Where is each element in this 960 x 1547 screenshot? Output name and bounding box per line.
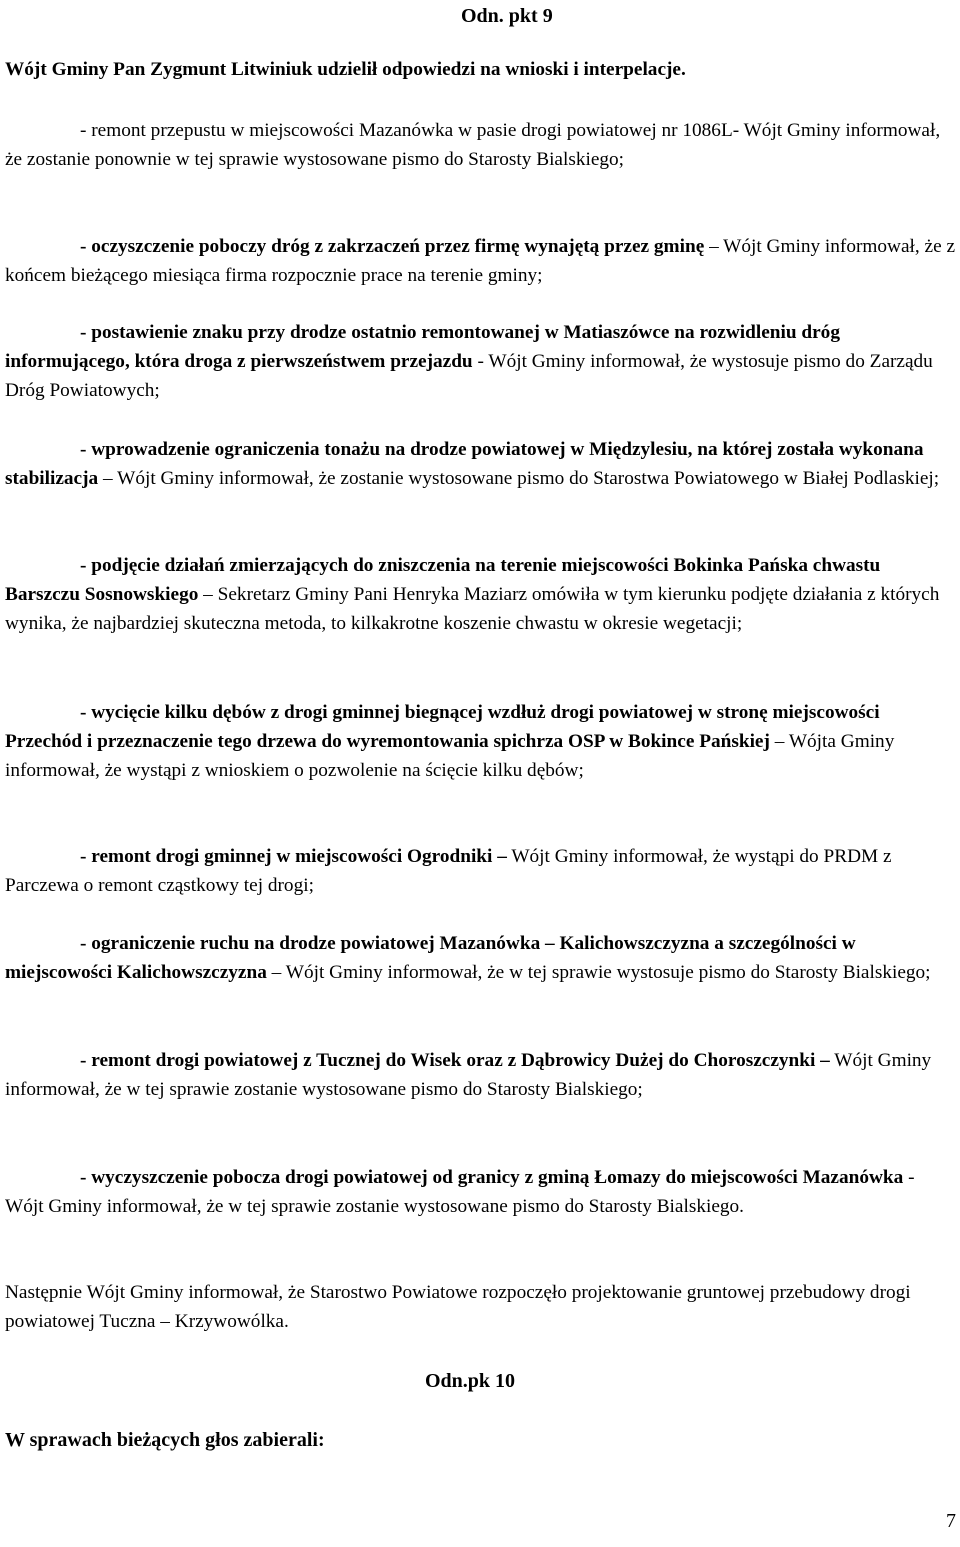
list-item bbox=[5, 842, 957, 900]
list-item bbox=[5, 1046, 957, 1104]
list-item bbox=[5, 435, 957, 493]
item-bold-text: - ograniczenie ruchu na drodze powiatowej Mazanówka – Kalichowszczyzna a szczególności w miejscowości Kalichowszczyzna bbox=[5, 933, 856, 983]
list-item bbox=[5, 698, 957, 785]
item-text: Wójt Gminy informował, że wystąpi do PRDM z Parczewa o remont cząstkowy tej drogi; bbox=[5, 846, 892, 896]
item-bold-text: - podjęcie działań zmierzających do zniszczenia na terenie miejscowości Bokinka Pańska chwastu Barszczu Sosnowskiego bbox=[5, 555, 881, 605]
item-text: – Wójt Gminy informował, że w tej sprawie wystosuje pismo do Starosty Bialskiego; bbox=[266, 962, 931, 983]
closing-paragraph: Następnie Wójt Gminy informował, że Starostwo Powiatowe rozpoczęło projektowanie gruntowej przebudowy drogi powiatowej Tuczna – Krzywowólka. bbox=[5, 1282, 911, 1332]
section-heading-pkt10: Odn.pk 10 bbox=[425, 1370, 516, 1392]
item-bold-text: - wycięcie kilku dębów z drogi gminnej biegnącej wzdłuż drogi powiatowej w stronę miejscowości Przechód i przeznaczenie tego drzewa do wyremontowania spichrza OSP w Bokince Pańskiej bbox=[5, 702, 880, 752]
item-text: – Wójt Gminy informował, że zostanie wystosowane pismo do Starostwa Powiatowego w Białej Podlaskiej; bbox=[98, 468, 940, 489]
item-text: – Sekretarz Gminy Pani Henryka Maziarz omówiła w tym kierunku podjęte działania z których wynika, że najbardziej skuteczna metoda, to kilkakrotne koszenie chwastu w okresie wegetacji; bbox=[5, 584, 940, 634]
list-item bbox=[5, 1163, 957, 1221]
item-bold-text: - remont drogi gminnej w miejscowości Ogrodniki – bbox=[80, 846, 507, 867]
speakers-heading: W sprawach bieżących głos zabierali: bbox=[5, 1429, 325, 1451]
list-item bbox=[5, 116, 957, 174]
item-text: – Wójta Gminy informował, że wystąpi z wnioskiem o pozwolenie na ścięcie kilku dębów; bbox=[5, 731, 895, 781]
item-bold-text: - oczyszczenie poboczy dróg z zakrzaczeń przez firmę wynajętą przez gminę bbox=[80, 236, 705, 257]
item-text: – Wójt Gminy informował, że z końcem bieżącego miesiąca firma rozpocznie prace na terenie gminy; bbox=[5, 236, 956, 286]
item-text: - Wójt Gminy informował, że w tej sprawie zostanie wystosowane pismo do Starosty Bialskiego. bbox=[5, 1167, 915, 1217]
list-item bbox=[5, 232, 957, 290]
item-text: - Wójt Gminy informował, że wystosuje pismo do Zarządu Dróg Powiatowych; bbox=[5, 351, 933, 401]
item-bold-text: - wprowadzenie ograniczenia tonażu na drodze powiatowej w Międzylesiu, na której została wykonana stabilizacja bbox=[5, 439, 924, 489]
list-item bbox=[5, 551, 957, 638]
item-text: Wójt Gminy informował, że w tej sprawie zostanie wystosowane pismo do Starosty Bialskiego; bbox=[5, 1050, 932, 1100]
item-text: - remont przepustu w miejscowości Mazanówka w pasie drogi powiatowej nr 1086L- Wójt Gminy informował, że zostanie ponownie w tej sprawie wystosowane pismo do Starosty Bialskiego; bbox=[5, 120, 941, 170]
item-bold-text: - wyczyszczenie pobocza drogi powiatowej od granicy z gminą Łomazy do miejscowości Mazanówka bbox=[80, 1167, 904, 1188]
page-number: 7 bbox=[946, 1510, 956, 1532]
list-item bbox=[5, 318, 957, 405]
list-item bbox=[5, 929, 957, 987]
intro-paragraph: Wójt Gminy Pan Zygmunt Litwiniuk udzielił odpowiedzi na wnioski i interpelacje. bbox=[5, 59, 686, 80]
item-bold-text: - remont drogi powiatowej z Tucznej do Wisek oraz z Dąbrowicy Dużej do Choroszczynki – bbox=[80, 1050, 830, 1071]
section-heading-pkt9: Odn. pkt 9 bbox=[461, 5, 553, 27]
item-bold-text: - postawienie znaku przy drodze ostatnio remontowanej w Matiaszówce na rozwidleniu dróg informującego, która droga z pierwszeństwem przejazdu bbox=[5, 322, 840, 372]
